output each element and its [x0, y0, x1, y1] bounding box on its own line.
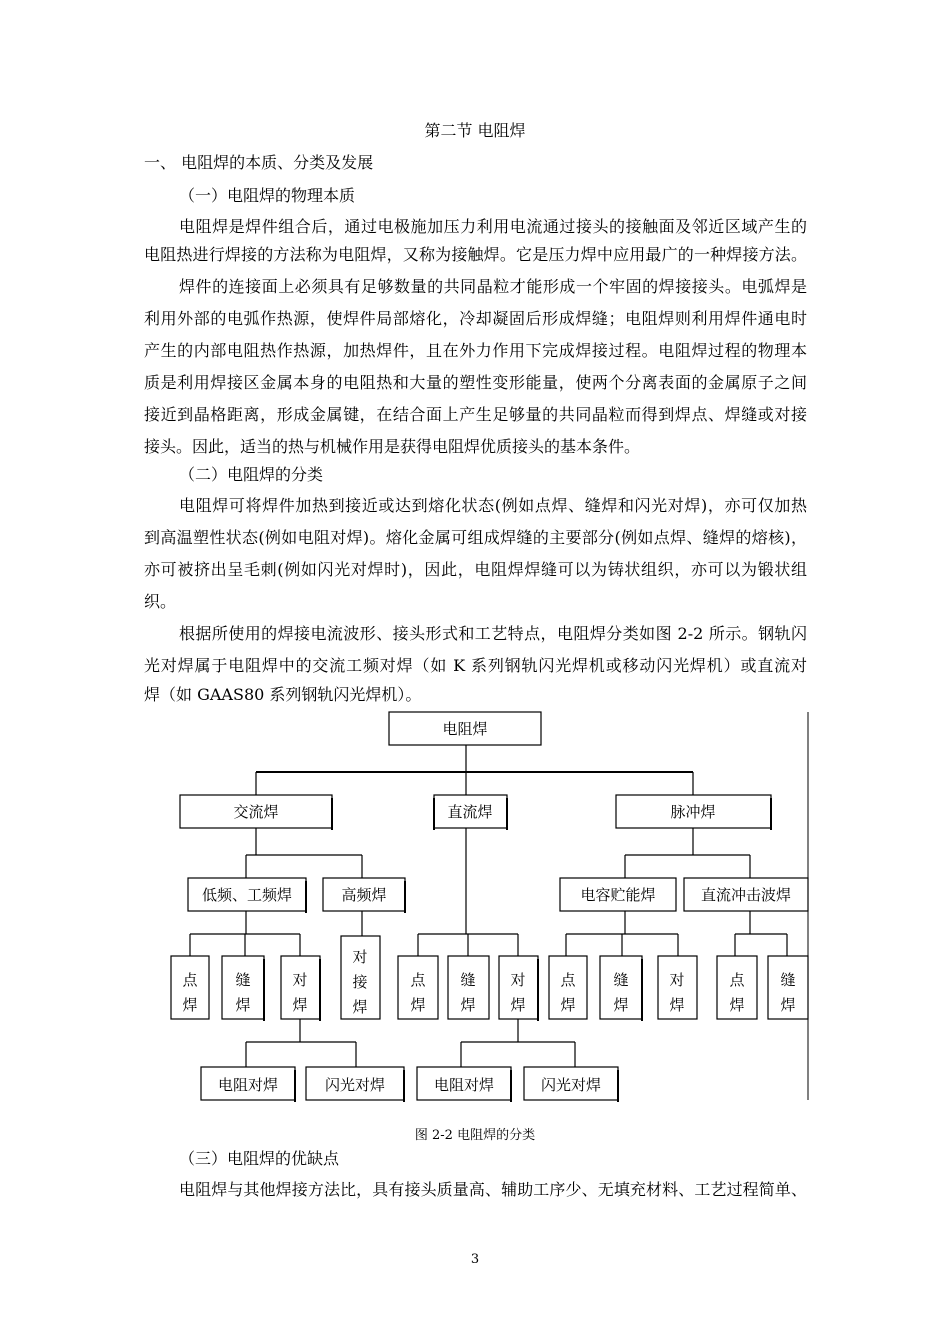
paragraph-2-line: 焊件的连接面上必须具有足够数量的共同晶粒才能形成一个牢固的焊接接头。电弧焊是: [179, 277, 807, 296]
paragraph-2-line: 接头。因此，适当的热与机械作用是获得电阻焊优质接头的基本条件。: [144, 437, 641, 456]
node-dc-impulse: 直流冲击波焊: [700, 886, 792, 904]
node-flash-butt: 闪光对焊: [324, 1076, 386, 1094]
classification-diagram: [0, 700, 950, 1120]
node-low-freq: 低频、工频焊: [201, 886, 293, 904]
paragraph-4-line: 焊（如 GAAS80 系列钢轨闪光焊机）。: [144, 685, 422, 704]
node-spot: 点焊: [560, 971, 576, 1014]
node-butt: 对焊: [510, 971, 526, 1014]
node-seam: 缝焊: [613, 971, 629, 1014]
paragraph-4-line: 光对焊属于电阻焊中的交流工频对焊（如 K 系列钢轨闪光焊机或移动闪光焊机）或直流对: [144, 656, 807, 675]
node-spot: 点焊: [410, 971, 426, 1014]
paragraph-3-line: 亦可被挤出呈毛刺(例如闪光对焊时)，因此，电阻焊焊缝可以为铸状组织，亦可以为锻状组: [144, 560, 807, 579]
paragraph-3-line: 织。: [144, 592, 177, 611]
node-ac: 交流焊: [233, 803, 279, 821]
node-capacitor: 电容贮能焊: [580, 886, 656, 904]
paragraph-2-line: 利用外部的电弧作热源，使焊件局部熔化，冷却凝固后形成焊缝；电阻焊则利用焊件通电时: [144, 309, 807, 328]
node-pulse: 脉冲焊: [670, 803, 716, 821]
paragraph-4-line: 根据所使用的焊接电流波形、接头形式和工艺特点，电阻焊分类如图 2-2 所示。钢轨闪: [179, 624, 807, 643]
node-resistance-butt: 电阻对焊: [433, 1076, 495, 1094]
paragraph-2-line: 产生的内部电阻热作热源，加热焊件，且在外力作用下完成焊接过程。电阻焊过程的物理本: [144, 341, 807, 360]
paragraph-2-line: 接近到晶格距离，形成金属键，在结合面上产生足够量的共同晶粒而得到焊点、焊缝或对接: [144, 405, 807, 424]
node-spot: 点焊: [182, 971, 198, 1014]
node-resistance-butt: 电阻对焊: [217, 1076, 279, 1094]
node-butt: 对焊: [292, 971, 308, 1014]
node-spot: 点焊: [729, 971, 745, 1014]
subheading-2: （二）电阻焊的分类: [179, 465, 324, 484]
paragraph-3-line: 电阻焊可将焊件加热到接近或达到熔化状态(例如点焊、缝焊和闪光对焊)，亦可仅加热: [179, 496, 807, 515]
node-seam: 缝焊: [235, 971, 251, 1014]
node-root: 电阻焊: [442, 720, 488, 738]
node-seam: 缝焊: [460, 971, 476, 1014]
heading-1: 一、 电阻焊的本质、分类及发展: [144, 153, 374, 172]
node-seam: 缝焊: [780, 971, 796, 1014]
paragraph-1-line: 电阻热进行焊接的方法称为电阻焊，又称为接触焊。它是压力焊中应用最广的一种焊接方法。: [144, 245, 807, 264]
node-butt-joint: 对接焊: [352, 948, 368, 1016]
node-butt: 对焊: [669, 971, 685, 1014]
node-high-freq: 高频焊: [341, 886, 387, 904]
paragraph-2-line: 质是利用焊接区金属本身的电阻热和大量的塑性变形能量，使两个分离表面的金属原子之间: [144, 373, 807, 392]
page-number: 3: [470, 1252, 480, 1267]
paragraph-5-line: 电阻焊与其他焊接方法比，具有接头质量高、辅助工序少、无填充材料、工艺过程简单、: [179, 1180, 807, 1199]
section-title: 第二节 电阻焊: [424, 121, 526, 140]
node-dc: 直流焊: [447, 803, 493, 821]
node-flash-butt: 闪光对焊: [540, 1076, 602, 1094]
paragraph-1-line: 电阻焊是焊件组合后，通过电极施加压力利用电流通过接头的接触面及邻近区域产生的: [179, 217, 807, 236]
subheading-1: （一）电阻焊的物理本质: [179, 186, 356, 205]
paragraph-3-line: 到高温塑性状态(例如电阻对焊)。熔化金属可组成焊缝的主要部分(例如点焊、缝焊的熔核)，: [144, 528, 807, 547]
subheading-3: （三）电阻焊的优缺点: [179, 1149, 340, 1168]
figure-caption: 图 2-2 电阻焊的分类: [414, 1128, 536, 1143]
